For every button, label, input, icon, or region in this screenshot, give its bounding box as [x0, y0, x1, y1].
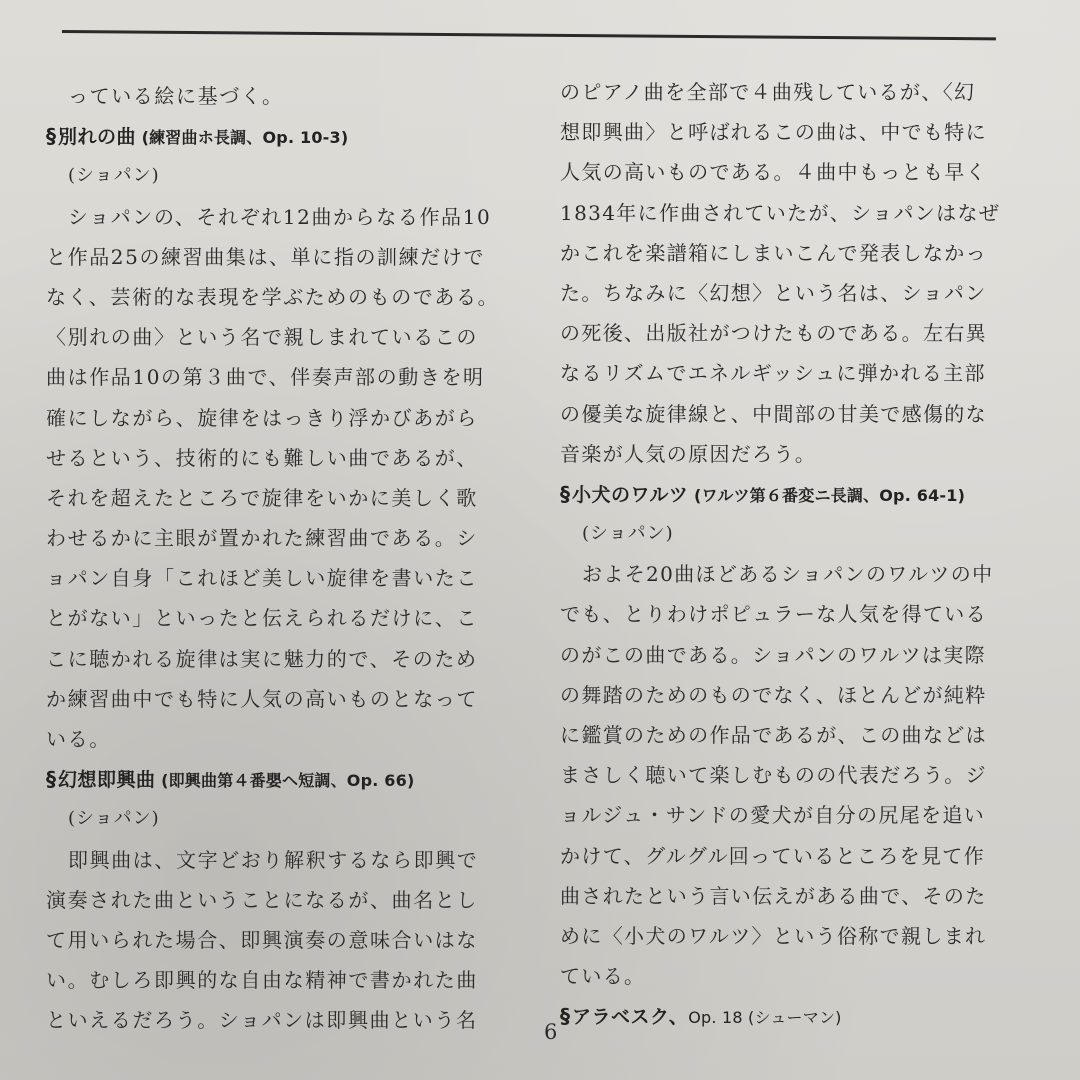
- text-line: の死後、出版社がつけたものである。左右異: [560, 321, 987, 346]
- text-line: それを超えたところで旋律をいかに美しく歌: [46, 485, 478, 510]
- text-line: て用いられた場合、即興演奏の意味合いはな: [46, 927, 478, 952]
- section-title: 小犬のワルツ: [572, 483, 689, 506]
- section-heading-gensou: [46, 759, 526, 799]
- text-line: かこれを楽譜箱にしまいこんで発表しなかっ: [560, 240, 987, 265]
- text-line: 人気の高いものである。４曲中もっとも早く: [560, 160, 987, 185]
- section-detail: Op. 18 (シューマン): [688, 1008, 842, 1028]
- text-line: なるリズムでエネルギッシュに弾かれる主部: [560, 361, 986, 386]
- page-number: 6: [544, 1020, 558, 1044]
- text-line: ている。: [560, 964, 646, 989]
- text-line: に鑑賞のための作品であるが、この曲などは: [560, 723, 987, 747]
- text-line: ショパンの、それぞれ12曲からなる作品10: [68, 204, 492, 229]
- text-line: でも、とりわけポピュラーな人気を得ている: [560, 602, 987, 627]
- text-line: た。ちなみに〈幻想〉という名は、ショパン: [560, 280, 987, 305]
- text-line: まさしく聴いて楽しむものの代表だろう。ジ: [560, 763, 987, 788]
- section-detail: (即興曲第４番嬰ヘ短調、Op. 66): [161, 771, 415, 791]
- text-line: せるという、技術的にも難しい曲であるが、: [46, 445, 478, 470]
- text-line: 想即興曲〉と呼ばれるこの曲は、中でも特に: [560, 120, 987, 145]
- left-column: [46, 76, 526, 1041]
- text-line: 1834年に作曲されていたが、ショパンはなぜ: [560, 200, 1001, 225]
- composer-label: (ショパン): [68, 808, 160, 830]
- text-line: めに〈小犬のワルツ〉という俗称で親しまれ: [560, 923, 987, 948]
- composer-label: (ショパン): [68, 165, 160, 187]
- section-detail: (練習曲ホ長調、Op. 10-3): [141, 128, 349, 148]
- section-mark: §: [560, 481, 570, 506]
- composer-label: (ショパン): [582, 523, 674, 545]
- text-line: の舞踏のためのものでなく、ほとんどが純粋: [560, 682, 987, 707]
- text-line: かけて、グルグル回っているところを見て作: [560, 843, 985, 868]
- text-line: 曲は作品10の第３曲で、伴奏声部の動きを明: [46, 365, 485, 390]
- section-mark: §: [560, 1004, 570, 1029]
- text-line: 〈別れの曲〉という名で親しまれているこの: [46, 325, 478, 350]
- text-line: およそ20曲ほどあるショパンのワルツの中: [582, 562, 994, 587]
- text-line: なく、芸術的な表現を学ぶためのものである。: [46, 284, 500, 309]
- text-line: ョパン自身「これほど美しい旋律を書いたこ: [46, 566, 478, 591]
- text-line: といえるだろう。ショパンは即興曲という名: [46, 1008, 478, 1033]
- text-line: わせるかに主眼が置かれた練習曲である。シ: [46, 526, 478, 551]
- text-line: の優美な旋律線と、中間部の甘美で感傷的な: [560, 401, 987, 426]
- section-mark: §: [46, 767, 56, 792]
- text-line: のがこの曲である。ショパンのワルツは実際: [560, 642, 986, 667]
- text-line: 演奏された曲ということになるが、曲名とし: [46, 887, 478, 912]
- text-line: 即興曲は、文字どおり解釈するなら即興で: [68, 847, 479, 872]
- section-detail: (ワルツ第６番変ニ長調、Op. 64-1): [694, 485, 966, 505]
- text-line: ョルジュ・サンドの愛犬が自分の尻尾を追い: [560, 803, 986, 828]
- text-line: と作品25の練習曲集は、単に指の訓練だけで: [46, 244, 486, 269]
- intro-line: っている絵に基づく。: [68, 84, 284, 108]
- text-line: のピアノ曲を全部で４曲残しているが、〈幻: [560, 80, 976, 104]
- section-title: 別れの曲: [58, 126, 137, 149]
- section-title: 幻想即興曲: [58, 769, 156, 792]
- text-line: 確にしながら、旋律をはっきり浮かびあがら: [46, 405, 478, 430]
- text-line: い。むしろ即興的な自由な精神で書かれた曲: [46, 968, 478, 993]
- section-mark: §: [46, 124, 56, 149]
- text-line: か練習曲中でも特に人気の高いものとなって: [46, 686, 478, 711]
- text-line: 音楽が人気の原因だろう。: [560, 441, 817, 466]
- text-line: とがない」といったと伝えられるだけに、こ: [46, 606, 478, 631]
- text-line: こに聴かれる旋律は実に魅力的で、そのため: [46, 646, 478, 671]
- text-line: 曲されたという言い伝えがある曲で、そのた: [560, 883, 987, 908]
- section-heading-koinu: [560, 474, 1040, 514]
- right-column: [560, 72, 1040, 1037]
- section-heading-wakare: [46, 116, 526, 156]
- top-rule: [62, 30, 996, 40]
- section-title: アラベスク、: [572, 1006, 689, 1029]
- section-heading-arabesque: [560, 996, 1040, 1036]
- text-line: いる。: [46, 727, 111, 751]
